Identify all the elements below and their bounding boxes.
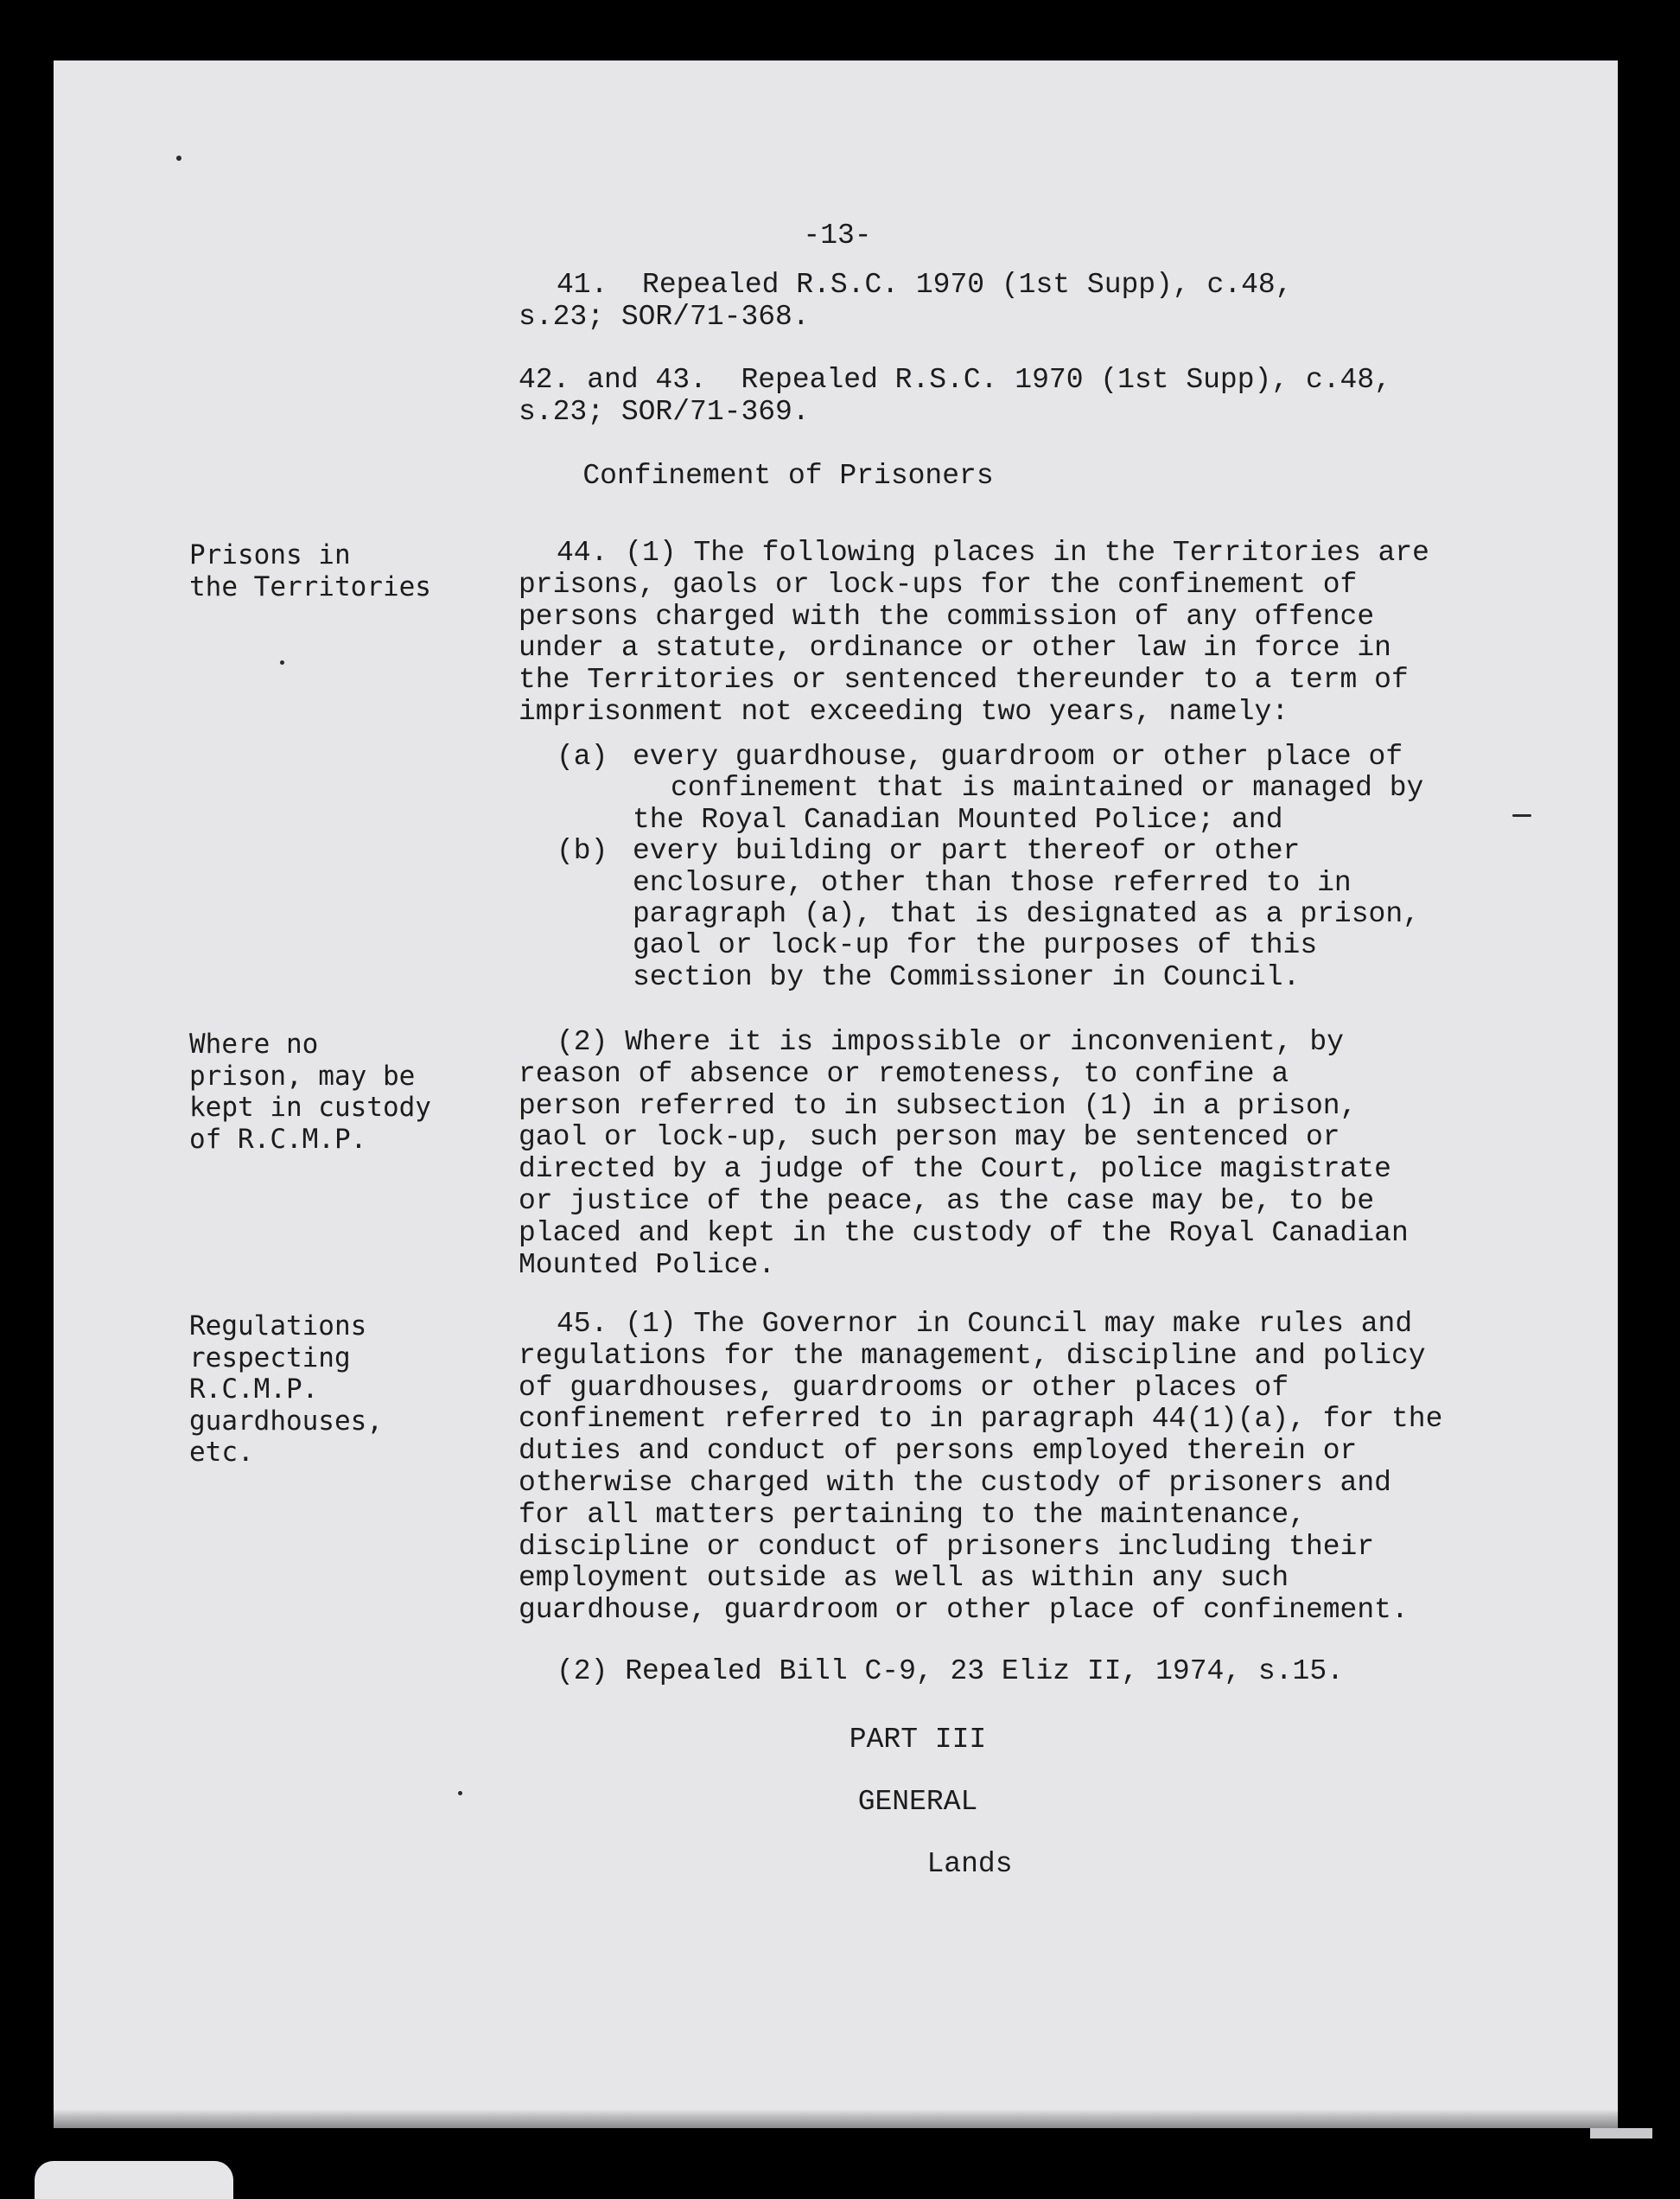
section-44-paragraphs xyxy=(557,742,1594,993)
paragraph-a-line: the Royal Canadian Mounted Police; and xyxy=(633,803,1283,836)
scan-corner-tab xyxy=(35,2161,233,2199)
paragraph-b-line: enclosure, other than those referred to in xyxy=(633,866,1352,899)
paragraph-b-line: gaol or lock-up for the purposes of this xyxy=(633,929,1318,962)
section-45-subsection-2 xyxy=(519,1656,1616,1688)
document-page xyxy=(54,61,1618,2128)
paragraph-a-line: every guardhouse, guardroom or other place of xyxy=(633,741,1403,773)
section-44-subsection-1 xyxy=(519,538,1616,729)
scan-speck xyxy=(458,1791,462,1795)
margin-note-line: of R.C.M.P. xyxy=(189,1123,367,1155)
s45-1-line: discipline or conduct of prisoners including their xyxy=(519,1530,1375,1563)
paragraph-label: (a) xyxy=(557,741,608,773)
scan-edge-mark xyxy=(1590,2128,1652,2138)
paragraph-a xyxy=(557,742,1594,836)
s44-1-line: prisons, gaols or lock-ups for the confinement of xyxy=(519,568,1358,601)
margin-note-line: etc. xyxy=(189,1437,254,1468)
margin-note-line: kept in custody xyxy=(189,1092,431,1123)
repeal-41 xyxy=(519,270,1616,334)
margin-note-line: guardhouses, xyxy=(189,1405,383,1437)
paragraph-b-line: every building or part thereof or other xyxy=(633,835,1301,868)
s44-1-line: imprisonment not exceeding two years, namely: xyxy=(519,695,1289,728)
general-heading: GENERAL xyxy=(857,1786,978,1818)
s44-2-line: person referred to in subsection (1) in a prison, xyxy=(519,1089,1358,1122)
paragraph-b-line: paragraph (a), that is designated as a prison, xyxy=(633,898,1420,931)
margin-note-prisons xyxy=(189,539,552,602)
margin-note-line: Prisons in xyxy=(189,539,351,570)
margin-note-line: Where no xyxy=(189,1029,319,1060)
s44-1-line: persons charged with the commission of any offence xyxy=(519,600,1375,633)
heading-confinement: Confinement of Prisoners xyxy=(582,460,994,492)
margin-note-line: the Territories xyxy=(189,570,431,602)
s44-2-line: (2) Where it is impossible or inconvenient, by xyxy=(557,1026,1344,1058)
s44-2-line: reason of absence or remoteness, to confine a xyxy=(519,1057,1289,1090)
repeal-42-line-2: s.23; SOR/71-369. xyxy=(519,395,810,428)
s45-1-line: duties and conduct of persons employed therein or xyxy=(519,1435,1358,1468)
margin-note-no-prison xyxy=(189,1029,552,1155)
paragraph-label: (b) xyxy=(557,835,608,868)
scan-bottom-edge xyxy=(54,2109,1618,2128)
repeal-41-line-1: 41. Repealed R.S.C. 1970 (1st Supp), c.48, xyxy=(557,269,1293,301)
paragraph-b-line: section by the Commissioner in Council. xyxy=(633,960,1301,993)
repeal-41-line-2: s.23; SOR/71-368. xyxy=(519,300,810,333)
lands-heading: Lands xyxy=(926,1848,1013,1880)
scan-speck xyxy=(1512,814,1531,817)
margin-note-line: prison, may be xyxy=(189,1060,416,1092)
paragraph-b xyxy=(557,836,1594,993)
margin-note-line: respecting xyxy=(189,1342,351,1374)
s44-1-line: the Territories or sentenced thereunder to a term of xyxy=(519,664,1409,697)
s45-1-line: 45. (1) The Governor in Council may make rules and xyxy=(557,1308,1413,1340)
repeal-42-line-1: 42. and 43. Repealed R.S.C. 1970 (1st Supp), c.48, xyxy=(519,364,1391,396)
margin-note-line: R.C.M.P. xyxy=(189,1374,319,1405)
s45-1-line: otherwise charged with the custody of prisoners and xyxy=(519,1466,1391,1499)
s45-2-line: (2) Repealed Bill C-9, 23 Eliz II, 1974, s.15. xyxy=(557,1655,1344,1687)
s44-2-line: or justice of the peace, as the case may be, to be xyxy=(519,1184,1375,1217)
margin-note-regulations xyxy=(189,1310,552,1469)
s44-1-line: under a statute, ordinance or other law in force in xyxy=(519,632,1391,665)
s44-2-line: gaol or lock-up, such person may be sentenced or xyxy=(519,1121,1340,1154)
s45-1-line: guardhouse, guardroom or other place of confinement. xyxy=(519,1594,1409,1627)
s45-1-line: of guardhouses, guardrooms or other places of xyxy=(519,1371,1289,1404)
page-number: -13- xyxy=(803,220,872,252)
s44-2-line: Mounted Police. xyxy=(519,1248,776,1281)
s45-1-line: regulations for the management, discipline and policy xyxy=(519,1339,1426,1372)
section-44-subsection-2 xyxy=(519,1027,1616,1281)
repeal-42-43 xyxy=(519,365,1616,429)
margin-note-line: Regulations xyxy=(189,1310,367,1342)
s45-1-line: confinement referred to in paragraph 44(1)(a), for the xyxy=(519,1403,1443,1436)
s44-1-line: 44. (1) The following places in the Territories are xyxy=(557,537,1429,569)
s45-1-line: for all matters pertaining to the maintenance, xyxy=(519,1498,1306,1531)
part-heading: PART III xyxy=(849,1724,987,1756)
section-45-subsection-1 xyxy=(519,1309,1616,1627)
scan-speck xyxy=(280,660,284,665)
paragraph-a-line: confinement that is maintained or managed by xyxy=(671,772,1424,805)
s44-2-line: placed and kept in the custody of the Royal Canadian xyxy=(519,1216,1409,1249)
s45-1-line: employment outside as well as within any such xyxy=(519,1562,1289,1595)
s44-2-line: directed by a judge of the Court, police magistrate xyxy=(519,1153,1391,1186)
scan-speck xyxy=(176,156,181,161)
